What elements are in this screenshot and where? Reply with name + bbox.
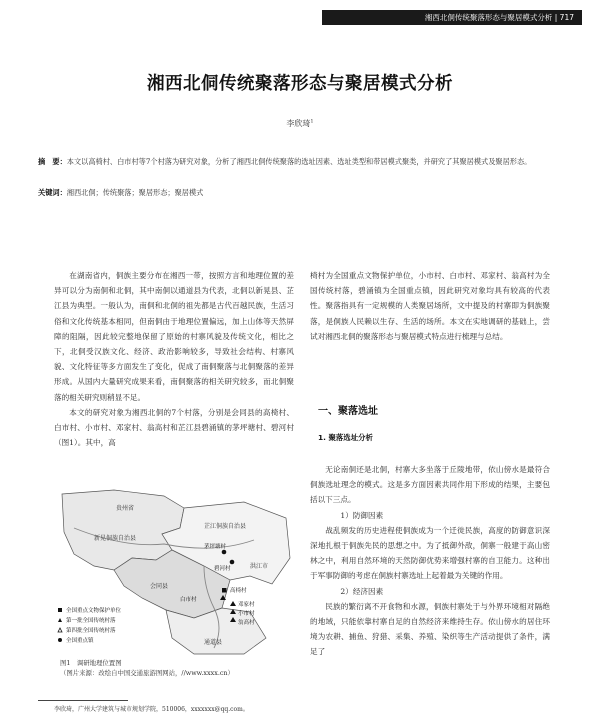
map-label: 翁高村 bbox=[238, 620, 255, 626]
body-paragraph: 无论南侗还是北侗，村寨大多坐落于丘陵地带，依山傍水是最符合侗族选址理念的模式。这是多方面因素共同作用下形成的结果，主要包括以下三点。 bbox=[310, 465, 550, 505]
abstract-label: 摘 要： bbox=[38, 157, 67, 166]
body-paragraph: 民族的繁衍离不开食物和水源，侗族村寨处于与外界环境相对隔绝的地域，只能依靠村寨自足的自然经济来维持生存。依山傍水的居住环境为农耕、捕鱼、狩猎、采集、养殖、染织等生产活动提供了条件，满足了 bbox=[310, 601, 550, 657]
author-name: 李欣琦 bbox=[286, 119, 311, 128]
keywords bbox=[38, 186, 562, 199]
footnote-rule bbox=[38, 700, 128, 701]
location-map bbox=[54, 488, 294, 656]
body-paragraph: 在湖南省内，侗族主要分布在湘西一带，按照方言和地理位置的差异可以分为南侗和北侗，其中南侗以通道县为代表，北侗以新晃县、芷江县为典型。一般认为，南侗和北侗的祖先都是古代百越民族，生活习俗和文化传统基本相同，但南侗由于地理位置偏远，加上山体等天然屏障的阻隔，因此较完整地保留了原始的村寨风貌及传统文化，相比之下，北侗受汉族文化、经济、政治影响较多，导致社会结构、村寨风貌、文化特征等多方面发生了变化，促成了南侗聚落与北侗聚落的差异形成。从国内大量研究成果来看，南侗聚落的相关研究较多，而北侗聚落的相关研究则稍显不足。 bbox=[54, 271, 294, 402]
figure-title: 图1 调研地理位置图 bbox=[60, 659, 122, 667]
village-marker bbox=[230, 601, 236, 606]
sub-heading: 1）防御因素 bbox=[340, 510, 384, 520]
map-label: 邓家村 bbox=[238, 602, 255, 608]
body-paragraph: 本文的研究对象为湘西北侗的7个村落，分别是会同县的高椅村、白市村、小市村、邓家村、翁高村和芷江县碧涌镇的茅坪塘村、碧河村（图1）。其中，高 bbox=[54, 407, 294, 448]
subsection-heading: 1. 聚落选址分析 bbox=[318, 433, 373, 442]
keywords-text: 湘西北侗；传统聚落；聚居形态；聚居模式 bbox=[66, 188, 204, 197]
legend-symbol bbox=[58, 618, 62, 622]
body-right-column-lower bbox=[310, 462, 550, 660]
figure-caption bbox=[60, 658, 300, 678]
map-label: 新晃侗族自治县 bbox=[94, 535, 137, 542]
body-right-column bbox=[310, 268, 550, 344]
figure-source: （图片来源：改绘自中国交通旅游图网站，//www.xxxx.cn） bbox=[60, 669, 234, 677]
map-label: 芷江侗族自治县 bbox=[204, 523, 247, 530]
body-paragraph: 椅村为全国重点文物保护单位，小市村、白市村、邓家村、翁高村为全国传统村落，碧涌镇为全国重点镇，因此研究对象均具有较高的代表性。聚落指具有一定规模的人类聚居场所，文中提及的村寨即为侗族聚落，是侗族人民赖以生存、生活的场所。本文在实地调研的基础上，尝试对湘西北侗的聚落形态与聚居模式特点进行梳理与总结。 bbox=[310, 271, 550, 341]
body-paragraph: 战乱频发的历史进程使侗族成为一个迁徙民族，高度的防御意识深深地扎根于侗族先民的思想之中。为了抵御外敌，侗寨一般建于高山密林之中，利用自然环境的天然防御优势来增强村寨的自卫能力。这种出于军事防御的考虑在侗族村寨选址上起着最为关键的作用。 bbox=[310, 525, 550, 581]
legend-label: 全国重点文物保护单位 bbox=[66, 608, 122, 614]
map-label: 贵州省 bbox=[116, 505, 135, 512]
village-marker bbox=[222, 550, 227, 555]
map-label: 洪江市 bbox=[250, 563, 269, 570]
map-label: 通道县 bbox=[204, 639, 223, 646]
footnote: 李欣琦，广州大学建筑与城市规划学院，510006，xxxxxxx@qq.com。 bbox=[54, 706, 249, 713]
map-label: 高椅村 bbox=[230, 588, 247, 594]
map-label: 茅坪塘村 bbox=[204, 544, 227, 550]
legend-symbol bbox=[58, 608, 62, 612]
author bbox=[0, 118, 600, 129]
sub-heading: 2）经济因素 bbox=[340, 586, 384, 596]
abstract-text: 本文以高椅村、白市村等7个村落为研究对象，分析了湘西北侗传统聚落的选址因素、选址类型和带居模式聚类，并研究了其聚居模式及聚居形态。 bbox=[66, 157, 532, 166]
legend-label: 第一批全国传统村落 bbox=[66, 618, 116, 624]
author-footnote-mark: 1 bbox=[310, 118, 314, 125]
keywords-label: 关键词： bbox=[38, 188, 67, 197]
body-left-column bbox=[54, 268, 294, 450]
legend-symbol bbox=[58, 638, 62, 642]
paper-title: 湘西北侗传统聚落形态与聚居模式分析 bbox=[147, 74, 453, 94]
running-head: 湘西北侗传统聚落形态与聚居模式分析 | 717 bbox=[322, 10, 582, 25]
village-marker bbox=[222, 588, 227, 593]
village-marker bbox=[230, 560, 235, 565]
abstract bbox=[38, 155, 562, 168]
legend-symbol bbox=[58, 628, 62, 632]
legend-label: 第四批全国传统村落 bbox=[66, 628, 116, 634]
map-label: 白市村 bbox=[180, 597, 197, 603]
section-heading: 一、聚落选址 bbox=[318, 406, 378, 417]
map-label: 碧河村 bbox=[214, 566, 231, 572]
map-label: 小市村 bbox=[238, 611, 255, 617]
map-label: 会同县 bbox=[150, 583, 169, 590]
legend-label: 全国重点镇 bbox=[66, 638, 94, 644]
